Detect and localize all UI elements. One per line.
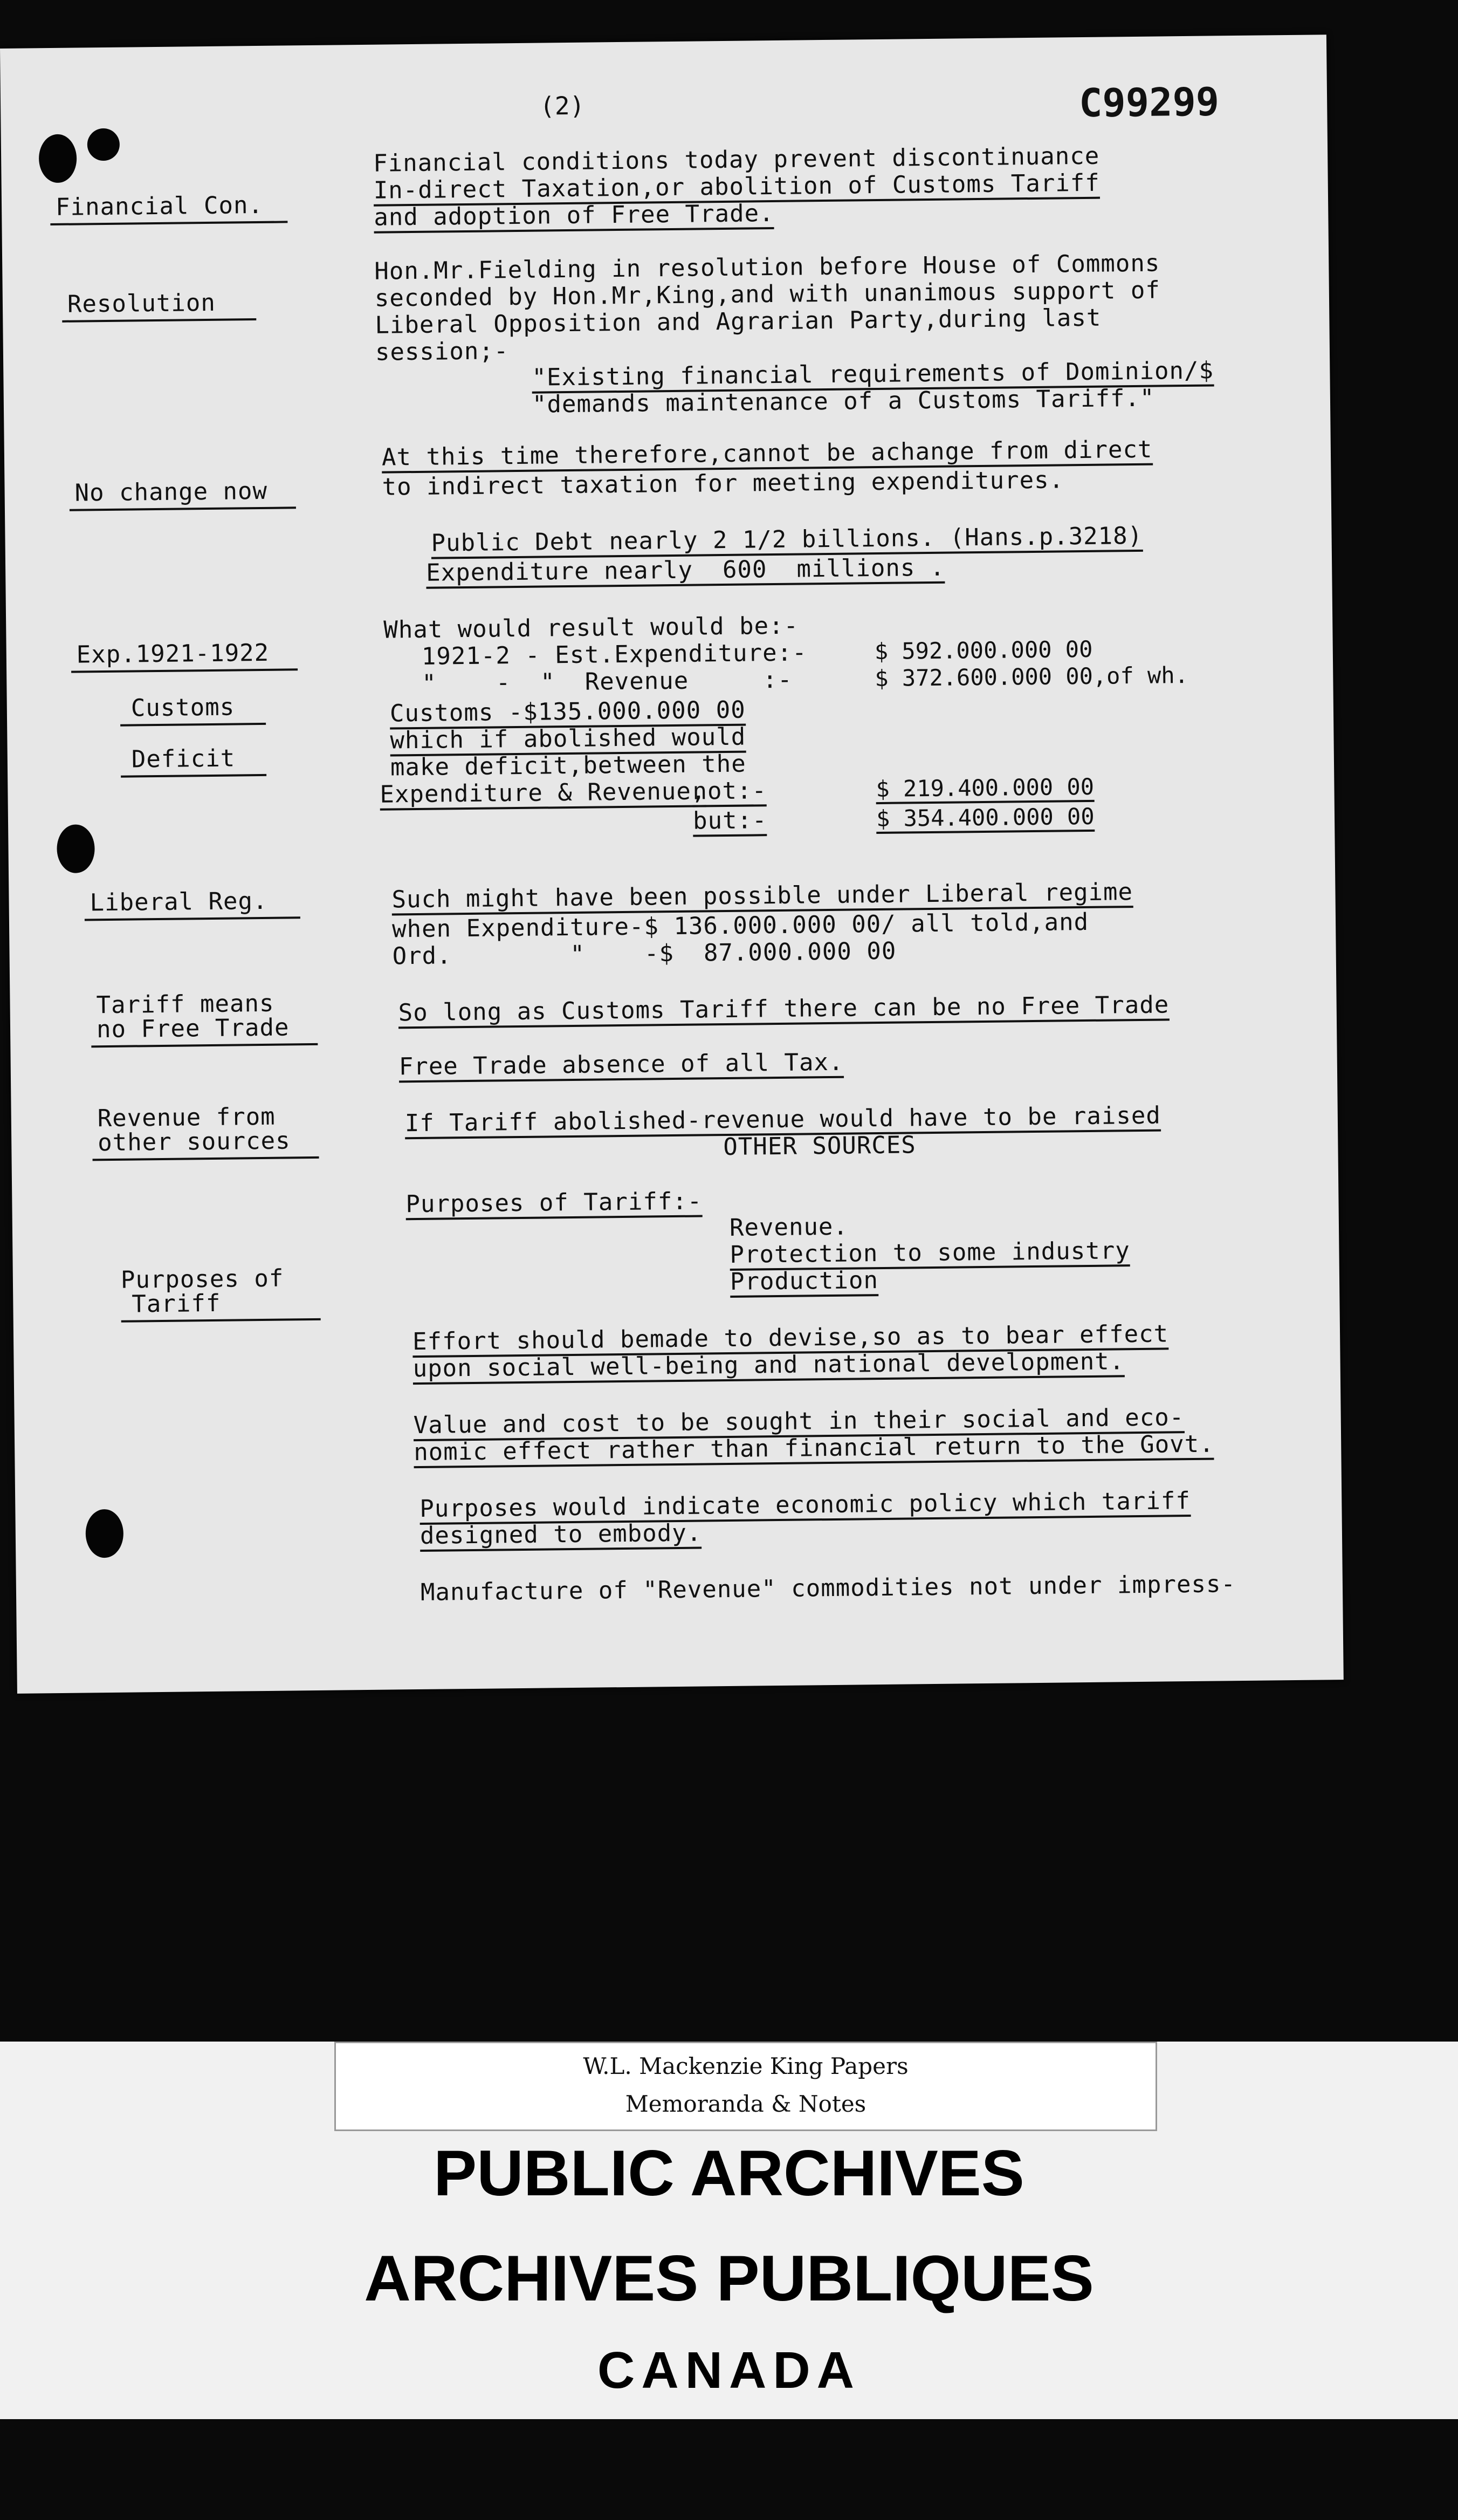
text-line: Free Trade absence of all Tax. xyxy=(399,1049,844,1083)
margin-note: Tariff xyxy=(132,1289,221,1318)
margin-note: no Free Trade xyxy=(96,1014,290,1044)
rule xyxy=(121,774,266,778)
rule xyxy=(85,916,300,921)
amount: $ 372.600.000 00,of wh. xyxy=(875,661,1189,692)
text-line: Expenditure & Revenue, xyxy=(380,777,706,810)
archive-label xyxy=(0,2042,1458,2419)
margin-note: Resolution xyxy=(67,289,216,318)
rule xyxy=(121,1318,321,1323)
text-line: Manufacture of "Revenue" commodities not under impress- xyxy=(420,1570,1236,1606)
text-line: nomic effect rather than financial return to the Govt. xyxy=(414,1430,1214,1469)
text-line: Ord. " -$ 87.000.000 00 xyxy=(392,937,897,970)
text-line: Expenditure nearly 600 millions . xyxy=(426,554,945,589)
text-line: "Existing financial requirements of Dominion/$ xyxy=(532,357,1214,393)
rule xyxy=(70,506,296,511)
punch-hole xyxy=(57,824,95,873)
text-line: upon social well-being and national development. xyxy=(412,1347,1124,1385)
text-line: Such might have been possible under Liberal regime xyxy=(391,878,1133,915)
text-line: Financial conditions today prevent discontinuance xyxy=(373,142,1100,177)
text-line: and adoption of Free Trade. xyxy=(374,200,774,234)
punch-hole xyxy=(85,1509,123,1558)
text-line: to indirect taxation for meeting expenditures. xyxy=(382,466,1064,501)
text-line: Purposes would indicate economic policy which tariff xyxy=(419,1487,1191,1525)
margin-note: Purposes of xyxy=(120,1264,284,1294)
text-line: "demands maintenance of a Customs Tariff." xyxy=(532,384,1155,419)
text-line: Purposes of Tariff:- xyxy=(405,1187,702,1220)
margin-note: Customs xyxy=(130,693,235,722)
rule xyxy=(93,1156,319,1161)
amount: $ 354.400.000 00 xyxy=(876,803,1095,834)
punch-hole xyxy=(39,134,77,183)
document-page xyxy=(0,35,1344,1694)
text-line: Effort should bemade to devise,so as to bear effect xyxy=(412,1320,1169,1358)
text-line: when Expenditure-$ 136.000.000 00/ all told,and xyxy=(391,908,1089,943)
page-number: (2) xyxy=(539,91,585,121)
text-line: Customs -$135.000.000 00 xyxy=(390,696,746,730)
margin-note: No change now xyxy=(74,477,268,507)
text-line: At this time therefore,cannot be achange from direct xyxy=(382,436,1153,474)
margin-note: other sources xyxy=(97,1127,291,1157)
archive-title-fr: ARCHIVES PUBLIQUES xyxy=(364,2242,1094,2314)
margin-note: Exp.1921-1922 xyxy=(76,639,270,669)
margin-note: Revenue from xyxy=(97,1102,276,1133)
text-line: designed to embody. xyxy=(420,1519,702,1552)
collection-tab xyxy=(334,2042,1157,2131)
rule xyxy=(62,318,256,323)
text-line: Public Debt nearly 2 1/2 billions. (Hans.p.3218) xyxy=(431,522,1143,559)
text-line: So long as Customs Tariff there can be no Free Trade xyxy=(398,991,1169,1029)
text-line: What would result would be:- xyxy=(383,612,799,644)
text-line: Production xyxy=(730,1266,878,1298)
margin-note: Financial Con. xyxy=(55,191,264,221)
text-line: not:- xyxy=(692,777,767,807)
punch-hole xyxy=(87,128,120,161)
text-line: " - " Revenue :- xyxy=(422,666,793,697)
text-line: seconded by Hon.Mr,King,and with unanimous support of xyxy=(374,276,1161,312)
text-line: OTHER SOURCES xyxy=(723,1131,917,1161)
text-line: In-direct Taxation,or abolition of Customs Tariff xyxy=(374,169,1101,207)
text-line: make deficit,between the xyxy=(390,750,746,782)
text-line: Hon.Mr.Fielding in resolution before House of Commons xyxy=(374,249,1160,285)
text-line: Liberal Opposition and Agrarian Party,during last xyxy=(375,304,1102,339)
margin-note: Deficit xyxy=(131,744,236,773)
archive-country: CANADA xyxy=(597,2341,861,2399)
text-line: If Tariff abolished-revenue would have to be raised xyxy=(405,1102,1161,1140)
margin-note: Liberal Reg. xyxy=(90,887,268,917)
text-line: Revenue. xyxy=(729,1213,849,1242)
series-name: Memoranda & Notes xyxy=(625,2091,866,2117)
margin-note: Tariff means xyxy=(96,989,274,1019)
rule xyxy=(120,723,266,727)
text-line: Protection to some industry xyxy=(730,1237,1130,1271)
rule xyxy=(71,668,298,673)
text-line: Value and cost to be sought in their social and eco- xyxy=(414,1403,1185,1441)
document-number: C99299 xyxy=(1078,79,1220,126)
amount: $ 592.000.000 00 xyxy=(874,635,1093,665)
text-line: but:- xyxy=(693,806,767,837)
text-line: 1921-2 - Est.Expenditure:- xyxy=(421,639,807,670)
rule xyxy=(50,221,287,225)
rule xyxy=(91,1043,318,1047)
amount: $ 219.400.000 00 xyxy=(876,773,1094,804)
text-line: session;- xyxy=(375,337,509,366)
archive-title-en: PUBLIC ARCHIVES xyxy=(434,2137,1024,2209)
collection-name: W.L. Mackenzie King Papers xyxy=(583,2053,909,2079)
text-line: which if abolished would xyxy=(390,723,746,757)
